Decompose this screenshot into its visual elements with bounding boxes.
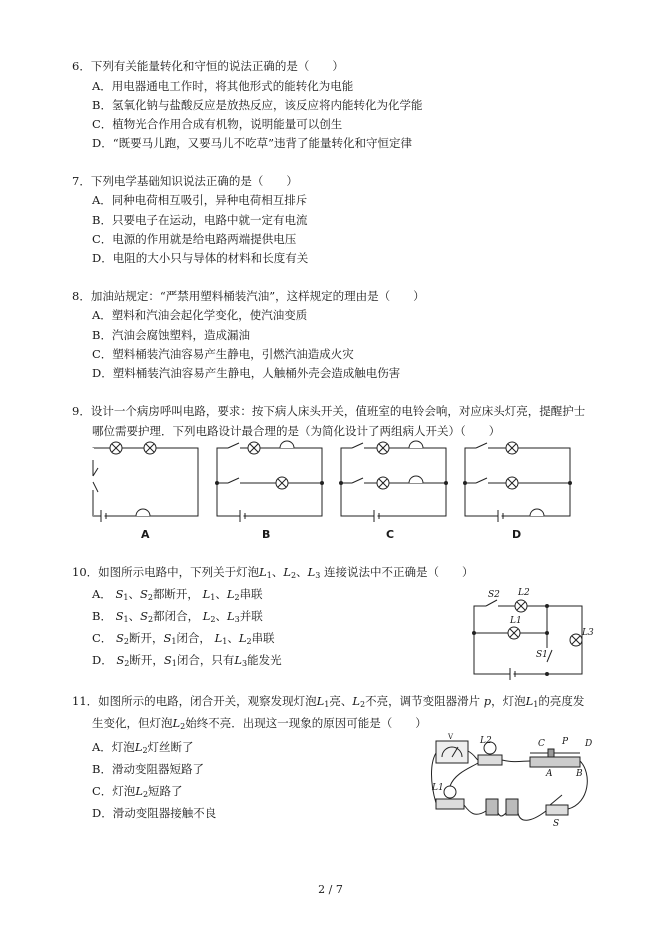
- q6-option-a: A．用电器通电工作时，将其他形式的能转化为电能: [92, 79, 354, 93]
- q11-label-p: P: [562, 737, 569, 747]
- q10-label-l2: L2: [518, 588, 530, 598]
- q9-circuit-c: [336, 440, 456, 525]
- q10-stem: 10．如图所示电路中，下列关于灯泡$L_1$、$L_2$、$L_3$ 连接说法中不正确是（ ）: [72, 565, 474, 580]
- q8-option-a: A．塑料和汽油会起化学变化，使汽油变质: [92, 308, 308, 322]
- q6-option-b: B．氢氧化钠与盐酸反应是放热反应，该反应将内能转化为化学能: [92, 98, 423, 112]
- q11-label-l2: L2: [480, 736, 492, 746]
- q10-label-s1: S1: [536, 650, 548, 660]
- q11-label-s: S: [553, 819, 560, 829]
- q10-option-d: D． $S_2$断开，$S_1$闭合，只有$L_3$能发光: [92, 653, 282, 668]
- q9-caption-d: D: [512, 528, 522, 541]
- q10-label-s2: S2: [488, 590, 500, 600]
- q8-option-c: C．塑料桶装汽油容易产生静电，引燃汽油造成火灾: [92, 347, 354, 361]
- q11-option-c: C．灯泡$L_2$短路了: [92, 784, 183, 799]
- q8-stem: 8．加油站规定：“严禁用塑料桶装汽油”，这样规定的理由是（ ）: [72, 289, 425, 303]
- q9-caption-c: C: [386, 528, 395, 541]
- q10-label-l1: L1: [510, 616, 522, 626]
- q6-stem: 6．下列有关能量转化和守恒的说法正确的是（ ）: [72, 59, 344, 73]
- q7-option-d: D．电阻的大小只与导体的材料和长度有关: [92, 251, 309, 265]
- q10-option-a: A． $S_1$、$S_2$都断开， $L_1$、$L_2$串联: [92, 587, 263, 602]
- q10-circuit-figure: [464, 588, 592, 683]
- q7-option-a: A．同种电荷相互吸引，异种电荷相互排斥: [92, 193, 308, 207]
- q7-option-c: C．电源的作用就是给电路两端提供电压: [92, 232, 297, 246]
- q11-label-v: V: [448, 733, 454, 741]
- q11-stem-line2: 生变化，但灯泡$L_2$始终不亮．出现这一现象的原因可能是（ ）: [92, 716, 427, 731]
- q10-label-l3: L3: [582, 628, 594, 638]
- q11-label-l1: L1: [432, 783, 444, 793]
- page-number: 2 / 7: [318, 883, 343, 896]
- q6-option-c: C．植物光合作用合成有机物，说明能量可以创生: [92, 117, 343, 131]
- q8-option-b: B．汽油会腐蚀塑料，造成漏油: [92, 328, 250, 342]
- q11-label-d: D: [585, 739, 593, 749]
- q8-option-d: D．塑料桶装汽油容易产生静电，人触桶外壳会造成触电伤害: [92, 366, 401, 380]
- q11-label-c: C: [538, 739, 545, 749]
- q7-option-b: B．只要电子在运动，电路中就一定有电流: [92, 213, 308, 227]
- q6-option-d: D．“既要马儿跑，又要马儿不吃草”违背了能量转化和守恒定律: [92, 136, 412, 150]
- q11-label-a: A: [546, 769, 553, 779]
- q9-circuit-d: [460, 440, 580, 525]
- q11-option-a: A．灯泡$L_2$灯丝断了: [92, 740, 194, 755]
- q9-circuit-a: [88, 440, 208, 525]
- q9-stem-line2: 哪位需要护理．下列电路设计最合理的是（为简化设计了两组病人开关）（ ）: [92, 424, 501, 438]
- q11-option-b: B．滑动变阻器短路了: [92, 762, 204, 776]
- q9-circuit-b: [212, 440, 332, 525]
- q7-stem: 7．下列电学基础知识说法正确的是（ ）: [72, 174, 298, 188]
- q11-option-d: D．滑动变阻器接触不良: [92, 806, 217, 820]
- q10-option-b: B． $S_1$、$S_2$都闭合， $L_2$、$L_3$并联: [92, 609, 263, 624]
- q11-stem-line1: 11．如图所示的电路，闭合开关，观察发现灯泡$L_1$亮、$L_2$不亮，调节变阻器滑片 p，灯泡$L_1$的亮度发: [72, 694, 585, 709]
- q11-apparatus-figure: [430, 733, 605, 833]
- q9-stem-line1: 9．设计一个病房呼叫电路，要求：按下病人床头开关，值班室的电铃会响，对应床头灯亮，提醒护士: [72, 404, 586, 418]
- q9-caption-b: B: [262, 528, 271, 541]
- q11-label-b: B: [576, 769, 583, 779]
- q10-option-c: C． $S_2$断开，$S_1$闭合， $L_1$、$L_2$串联: [92, 631, 275, 646]
- q9-caption-a: A: [141, 528, 150, 541]
